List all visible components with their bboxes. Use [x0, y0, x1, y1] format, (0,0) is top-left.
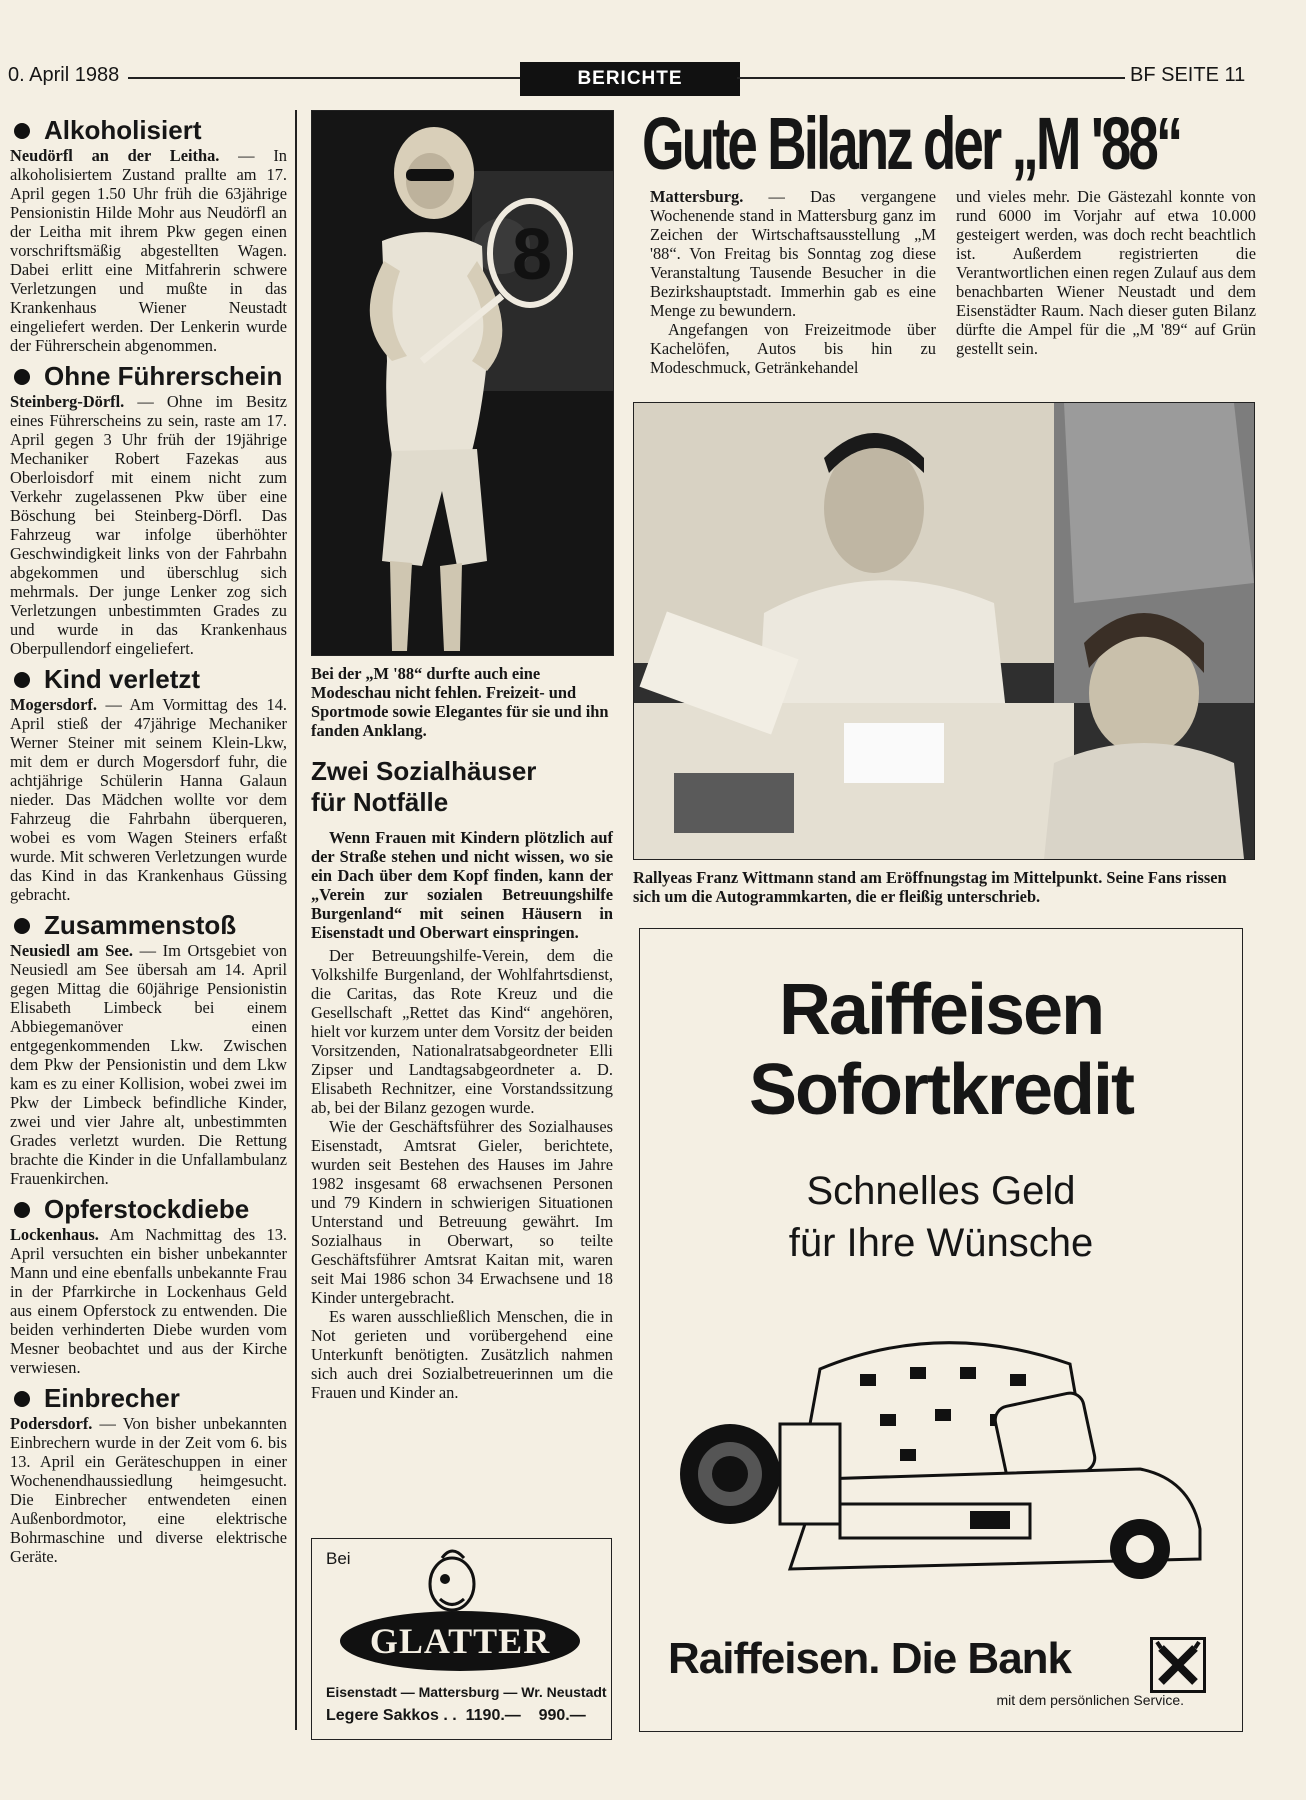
story-einbrecher: [10, 1383, 287, 1566]
glatter-offer: Legere Sakkos . . 1190.— 990.—: [326, 1707, 586, 1724]
header-rule-right: [737, 77, 1125, 79]
raiffeisen-logo-icon: [1150, 1637, 1206, 1693]
story-title: Einbrecher: [44, 1383, 180, 1413]
social-lead: Wenn Frauen mit Kindern plötzlich auf der Straße stehen und nicht wissen, wo sie ein Dach über dem Kopf finden, kann der „Verein zur sozialen Betreuungshilfe Burgenland“ mit seinen Häusern in Eisenstadt und Oberwart einspringen.: [311, 828, 613, 942]
story-title: Ohne Führerschein: [44, 361, 283, 391]
main-article-col1: [650, 187, 936, 377]
news-briefs-column: [10, 115, 287, 1572]
article-paragraph: und vieles mehr. Die Gästezahl konnte von rund 6000 im Vorjahr auf etwa 10.000 gesteigert werden, was doch recht beachtlich ist. Außerdem registrierten die Verantwortlichen einen regen Zulauf aus dem benachbarten Wiener Neustadt und dem Eisenstädter Raum. Nach dieser guten Bilanz dürfte die Ampel für die „M '89“ auf Grün gestellt sein.: [956, 187, 1256, 358]
main-headline: Gute Bilanz der „M '88“: [642, 102, 1181, 185]
rally-driver-illustration: [634, 403, 1254, 859]
story-place: Mogersdorf.: [10, 695, 97, 714]
bullet-icon: [14, 369, 30, 385]
section-label: BERICHTE: [520, 62, 740, 96]
article-paragraph: Angefangen von Freizeitmode über Kachelöfen, Autos bis hin zu Modeschmuck, Getränkehandel: [650, 320, 936, 377]
raiffeisen-line1: Raiffeisen: [778, 970, 1104, 1050]
story-place: Lockenhaus.: [10, 1225, 99, 1244]
svg-text:8: 8: [512, 215, 553, 295]
page-number: BF SEITE 11: [1130, 64, 1246, 86]
raiffeisen-tagline: mit dem persönlichen Service.: [996, 1692, 1184, 1708]
social-paragraph: Wie der Geschäftsführer des Sozialhauses Eisenstadt, Amtsrat Gieler, berichtete, wurden seit Bestehen des Hauses im Jahre 1982 insgesamt 68 erwachsenen Personen und 79 Kindern in schwierigen Situationen Unterstand und Betreuung gewährt. Im Sozialhaus in Oberwart, so teilte Geschäftsführer Amtsrat Kaitan mit, waren seit Mai 1986 schon 34 Erwachsene und 18 Kinder untergebracht.: [311, 1117, 613, 1307]
raiffeisen-slogan: Raiffeisen. Die Bank: [668, 1634, 1072, 1683]
sofa-with-camera-and-car-illustration: [670, 1329, 1210, 1599]
glatter-logo: [340, 1611, 580, 1671]
story-place: Steinberg-Dörfl.: [10, 392, 125, 411]
story-text: Am Nachmittag des 13. April versuchten ein bisher unbekannter Mann und eine ebenfalls unbekannte Frau in der Pfarrkirche in Lockenhaus Geld aus einem Opferstock zu entwenden. Die beiden verhinderten Diebe wurden vom Mesner beobachtet und aus der Kirche verwiesen.: [10, 1225, 287, 1377]
glatter-mascot-icon: [412, 1544, 492, 1614]
bullet-icon: [14, 672, 30, 688]
story-place: Neusiedl am See.: [10, 941, 133, 960]
story-text: — Von bisher unbekannten Einbrechern wurde in der Zeit vom 6. bis 13. April ein Geräteschuppen in einer Wochenendhaussiedlung heimgesucht. Die Einbrecher entwendeten einen Außenbordmotor, eine elektrische Bohrmaschine und diverse elektrische Geräte.: [10, 1414, 287, 1566]
raiffeisen-sub1: Schnelles Geld: [806, 1169, 1076, 1213]
bullet-icon: [14, 918, 30, 934]
fashion-photo-caption: Bei der „M '88“ durfte auch eine Modeschau nicht fehlen. Freizeit- und Sportmode sowie Elegantes für sie und ihn fanden Anklang.: [311, 664, 609, 740]
main-article-col2: [956, 187, 1256, 358]
bullet-icon: [14, 1202, 30, 1218]
story-alkoholisiert: [10, 115, 287, 355]
glatter-intro: Bei: [326, 1549, 351, 1568]
glatter-towns: Eisenstadt — Mattersburg — Wr. Neustadt: [326, 1684, 607, 1700]
autograph-session-photo: [633, 402, 1255, 860]
social-headline: Zwei Sozialhäuser für Notfälle: [311, 756, 537, 817]
story-title: Kind verletzt: [44, 664, 201, 694]
glatter-advertisement: [311, 1538, 612, 1740]
story-title: Zusammenstoß: [44, 910, 237, 940]
social-article-body: [311, 828, 613, 1402]
story-title: Opferstockdiebe: [44, 1194, 250, 1224]
story-title: Alkoholisiert: [44, 115, 202, 145]
bullet-icon: [14, 123, 30, 139]
story-zusammenstoss: [10, 910, 287, 1188]
social-paragraph: Der Betreuungshilfe-Verein, dem die Volkshilfe Burgenland, der Wohlfahrtsdienst, die Caritas, das Rote Kreuz und die Gesellschaft „Rettet das Kind“ angehören, hielt vor kurzem unter dem Vorsitz der beiden Vorsitzenden, Nationalratsabgeordneter Elli Zipser und Landtagsabgeordneter a. D. Elisabeth Rechnitzer, eine Vorstandssitzung ab, bei der Bilanz gezogen wurde.: [311, 946, 613, 1117]
raiffeisen-line2: Sofortkredit: [748, 1050, 1134, 1130]
article-place: Mattersburg.: [650, 187, 744, 206]
model-with-racket-illustration: [312, 111, 613, 655]
autograph-photo-caption: Rallyeas Franz Wittmann stand am Eröffnungstag im Mittelpunkt. Seine Fans rissen sich um die Autogrammkarten, die er fleißig unterschrieb.: [633, 868, 1227, 906]
glatter-brand: GLATTER: [369, 1621, 551, 1661]
bullet-icon: [14, 1391, 30, 1407]
story-place: Neudörfl an der Leitha.: [10, 146, 220, 165]
story-text: — Ohne im Besitz eines Führerscheins zu sein, raste am 17. April gegen 3 Uhr früh der 19jährige Mechaniker Robert Fazekas aus Oberloisdorf mit einem nicht zum Verkehr zugelassenen Pkw über eine Böschung bei Steinberg-Dörfl. Das Fahrzeug war infolge überhöhter Geschwindigkeit links von der Fahrbahn abgekommen und überschlug sich mehrmals. Der junge Lenker zog sich Verletzungen unbestimmten Grades zu und wurde in das Krankenhaus Oberpullendorf eingeliefert.: [10, 392, 287, 658]
raiffeisen-advertisement: [639, 928, 1243, 1732]
fashion-show-photo: [311, 110, 614, 656]
story-kind-verletzt: [10, 664, 287, 904]
raiffeisen-sub2: für Ihre Wünsche: [788, 1221, 1094, 1265]
article-text: — Das vergangene Wochenende stand in Mattersburg ganz im Zeichen der Wirtschaftsausstellung „M '88“. Von Freitag bis Sonntag zog diese Veranstaltung Tausende Besucher in die Bezirkshauptstadt. Immerhin gab es eine Menge zu bewundern.: [650, 187, 936, 320]
column-rule-1: [295, 110, 297, 1730]
story-ohne-fuehrerschein: [10, 361, 287, 658]
header-rule-left: [128, 77, 520, 79]
issue-date: 0. April 1988: [8, 64, 120, 86]
social-paragraph: Es waren ausschließlich Menschen, die in Not gerieten und vorübergehend eine Unterkunft benötigten. Zusätzlich nahmen sich auch drei Sozialbetreuerinnen um die Frauen und Kinder an.: [311, 1307, 613, 1402]
story-opferstockdiebe: [10, 1194, 287, 1377]
story-text: — In alkoholisiertem Zustand prallte am 17. April gegen 1.50 Uhr früh die 63jährige Pensionistin Hilde Mohr aus Neudörfl an der Leitha mit ihrem Pkw gegen einen vorschriftsmäßig abgestellten Wagen. Dabei erlitt eine Mitfahrerin schwere Verletzungen und mußte in das Krankenhaus Wiener Neustadt eingeliefert werden. Der Lenkerin wurde der Führerschein abgenommen.: [10, 146, 287, 355]
story-place: Podersdorf.: [10, 1414, 93, 1433]
story-text: — Am Vormittag des 14. April stieß der 47jährige Mechaniker Werner Steiner mit seinem Klein-Lkw, mit dem er durch Mogersdorf fuhr, die achtjährige Schülerin Hanna Galaun nieder. Das Mädchen wollte vor dem Fahrzeug die Fahrbahn überqueren, wobei es vom Wagen Steiners erfaßt wurde. Mit schweren Verletzungen wurde das Kind in das Krankenhaus Güssing gebracht.: [10, 695, 287, 904]
story-text: — Im Ortsgebiet von Neusiedl am See übersah am 14. April gegen Mittag die 60jährige Pensionistin Elisabeth Limbeck bei einem Abbiegemanöver einen entgegenkommenden Lkw. Zwischen dem Pkw der Pensionistin und dem Lkw kam es zu einer Kollision, wobei zwei im Pkw der Limbeck befindliche Kinder, zwei und vier Jahre alt, unbestimmten Grades verletzt wurden. Die Rettung brachte die Kinder in die Unfallambulanz Frauenkirchen.: [10, 941, 287, 1188]
